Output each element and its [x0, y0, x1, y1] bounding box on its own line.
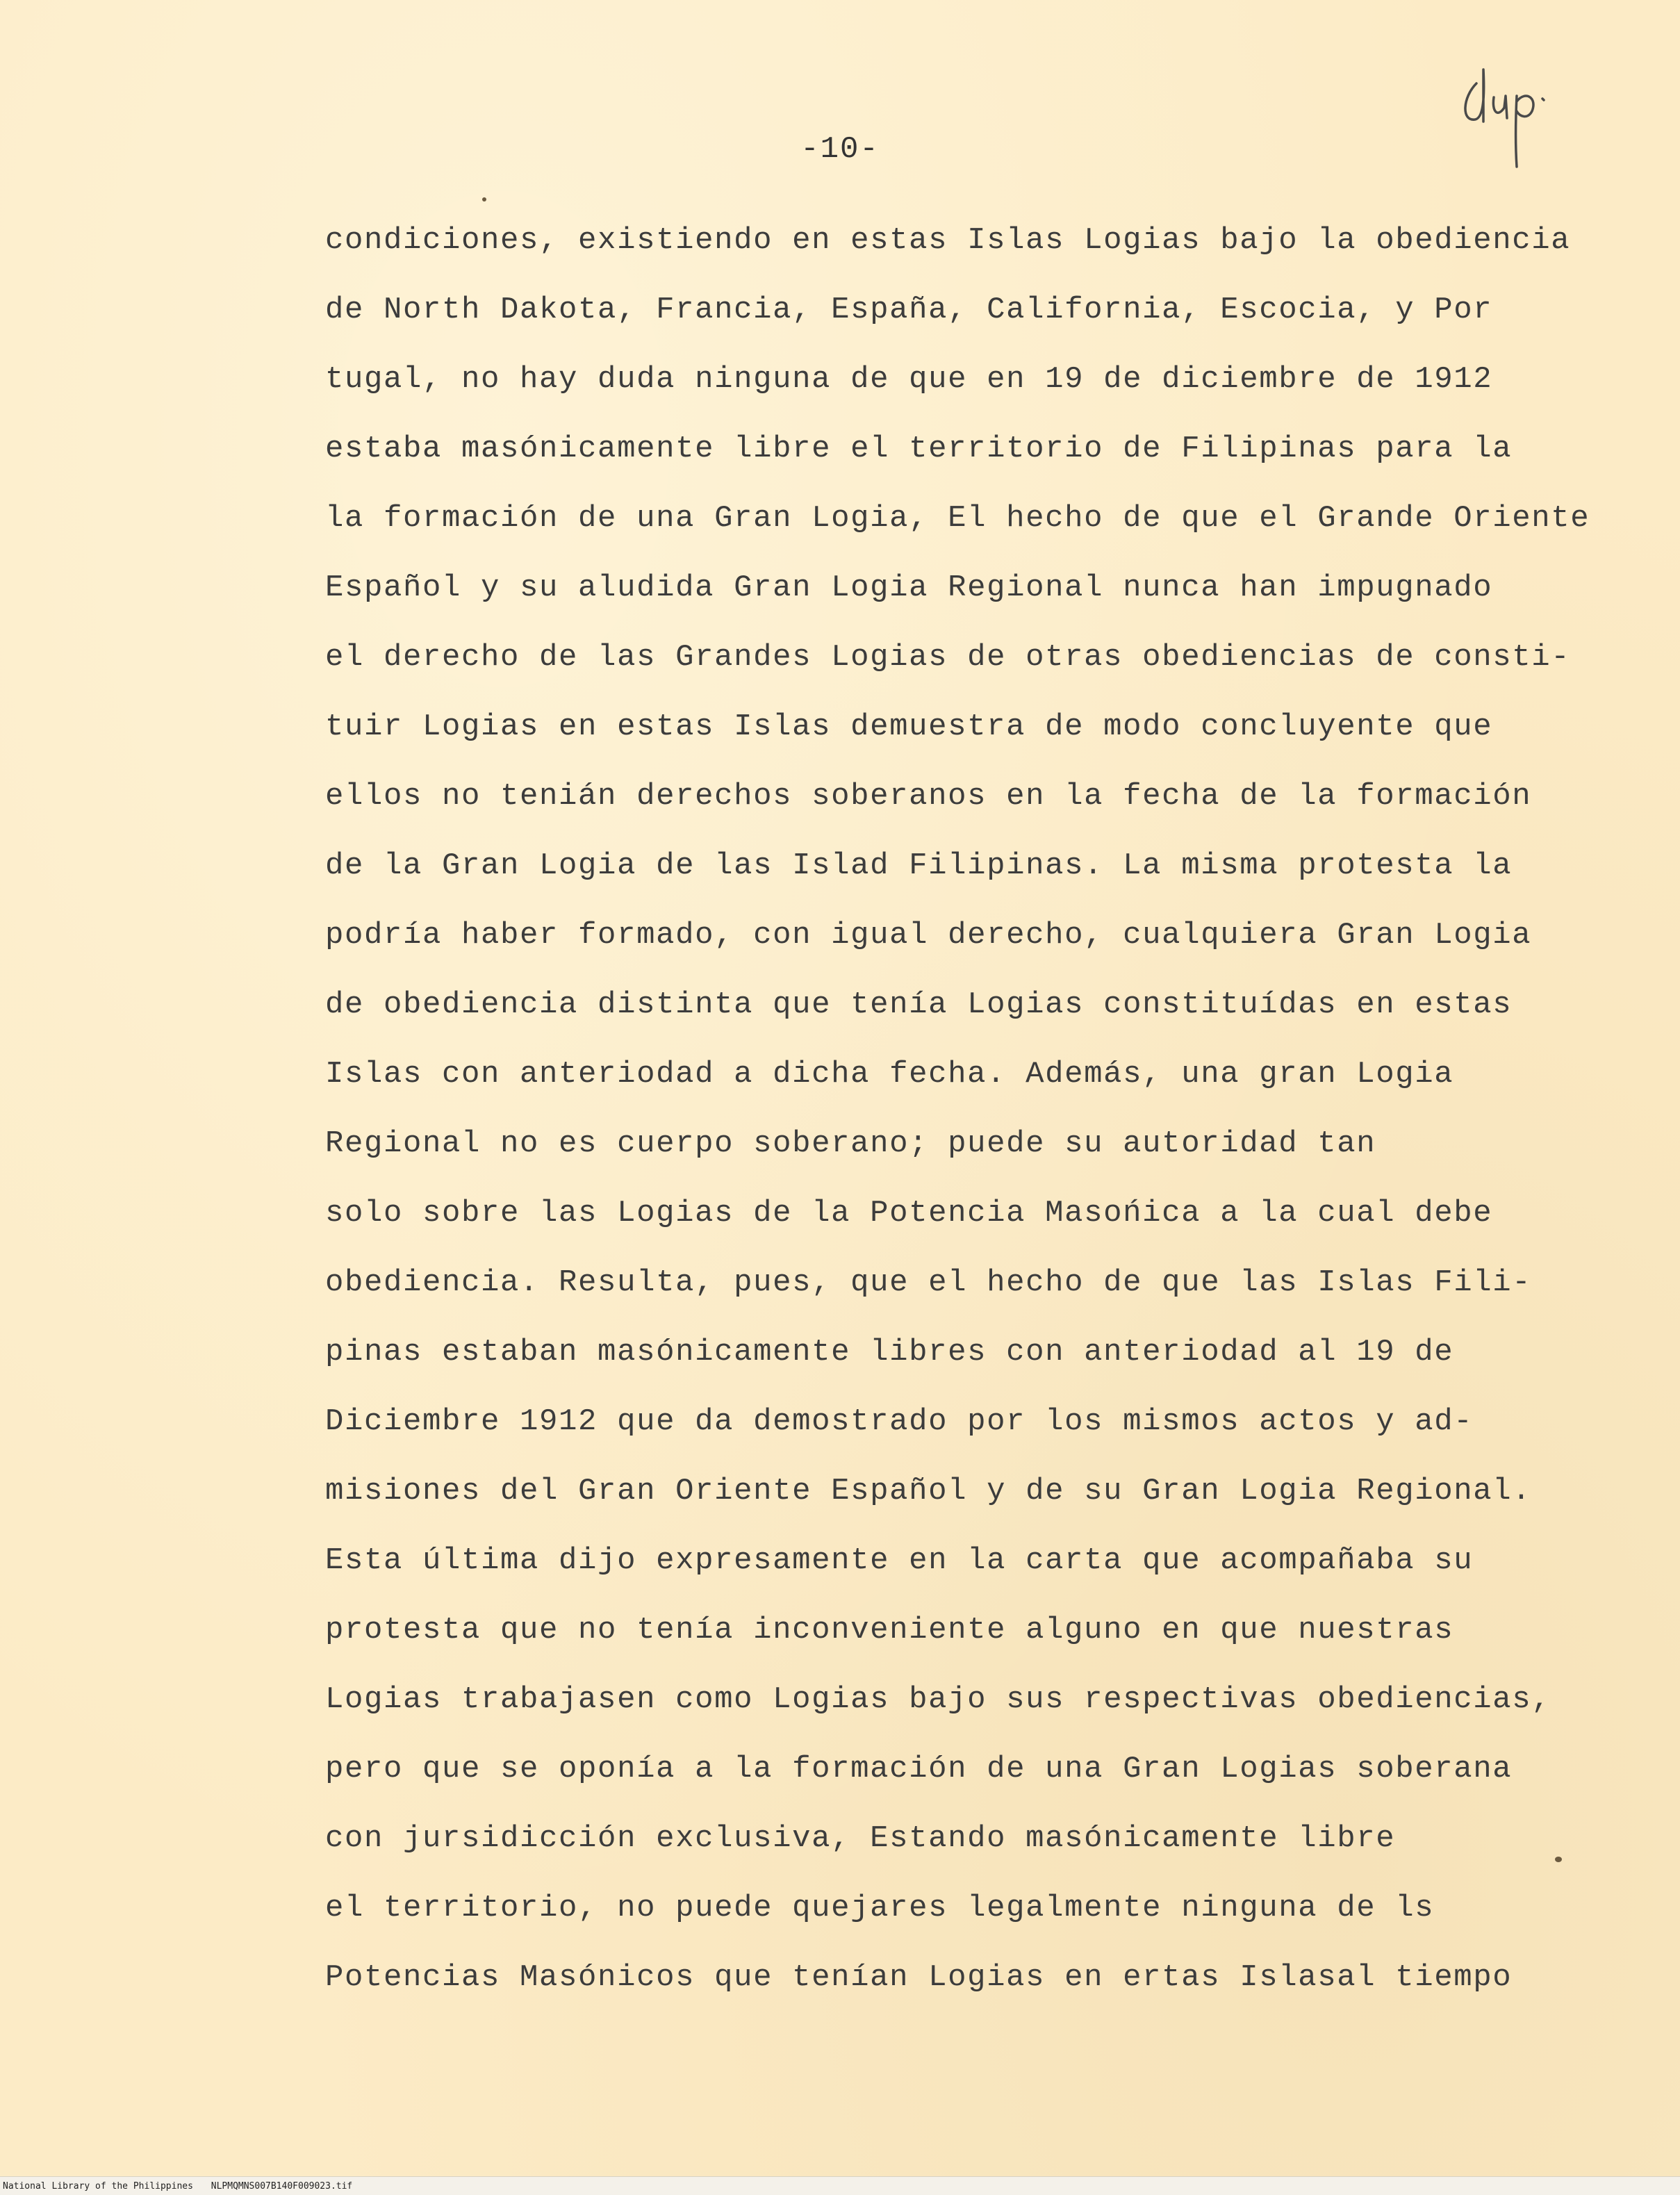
text-line: podría haber formado, con igual derecho, cualquiera Gran Logia — [325, 918, 1532, 953]
text-line: el derecho de las Grandes Logias de otras obediencias de consti- — [325, 640, 1571, 675]
text-line: tuir Logias en estas Islas demuestra de modo concluyente que — [325, 709, 1493, 744]
text-line: tugal, no hay duda ninguna de que en 19 de diciembre de 1912 — [325, 362, 1493, 397]
paper-speck — [482, 197, 486, 202]
text-line: de la Gran Logia de las Islad Filipinas. La misma protesta la — [325, 848, 1513, 883]
text-line: Español y su aludida Gran Logia Regional nunca han impugnado — [325, 570, 1493, 605]
paper-speck — [1555, 1857, 1562, 1862]
scan-footer — [0, 2176, 1680, 2195]
text-line: Diciembre 1912 que da demostrado por los mismos actos y ad- — [325, 1404, 1474, 1439]
text-line: Islas con anteriodad a dicha fecha. Además, una gran Logia — [325, 1057, 1454, 1092]
text-line: Esta última dijo expresamente en la carta que acompañaba su — [325, 1543, 1474, 1578]
footer-file-id: NLPMQMNS007B140F009023.tif — [211, 2181, 353, 2192]
text-line: de obediencia distinta que tenía Logias constituídas en estas — [325, 987, 1513, 1022]
text-line: Potencias Masónicos que tenían Logias en ertas Islasal tiempo — [325, 1960, 1513, 1995]
text-line: obediencia. Resulta, pues, que el hecho de que las Islas Fili- — [325, 1265, 1532, 1300]
text-line: de North Dakota, Francia, España, California, Escocia, y Por — [325, 293, 1493, 327]
typewritten-body — [325, 221, 1590, 2028]
text-line: Logias trabajasen como Logias bajo sus respectivas obediencias, — [325, 1682, 1551, 1717]
text-line: protesta que no tenía inconveniente alguno en que nuestras — [325, 1613, 1454, 1647]
text-line: Regional no es cuerpo soberano; puede su autoridad tan — [325, 1126, 1376, 1161]
text-line: pinas estaban masónicamente libres con anteriodad al 19 de — [325, 1335, 1454, 1370]
footer-text — [3, 2181, 352, 2192]
text-line: pero que se oponía a la formación de una Gran Logias soberana — [325, 1752, 1513, 1786]
text-line: estaba masónicamente libre el territorio de Filipinas para la — [325, 431, 1513, 466]
text-line: solo sobre las Logias de la Potencia Masońica a la cual debe — [325, 1196, 1493, 1231]
text-line: ellos no tenián derechos soberanos en la fecha de la formación — [325, 779, 1532, 814]
page-number: -10- — [800, 132, 880, 167]
text-line: el territorio, no puede quejares legalmente ninguna de ls — [325, 1891, 1435, 1925]
text-line: con jursidicción exclusiva, Estando masónicamente libre — [325, 1821, 1396, 1856]
text-line: la formación de una Gran Logia, El hecho de que el Grande Oriente — [325, 501, 1590, 536]
text-line: misiones del Gran Oriente Español y de su Gran Logia Regional. — [325, 1474, 1532, 1508]
text-line: condiciones, existiendo en estas Islas Logias bajo la obediencia — [325, 223, 1571, 258]
footer-library: National Library of the Philippines — [3, 2181, 193, 2192]
